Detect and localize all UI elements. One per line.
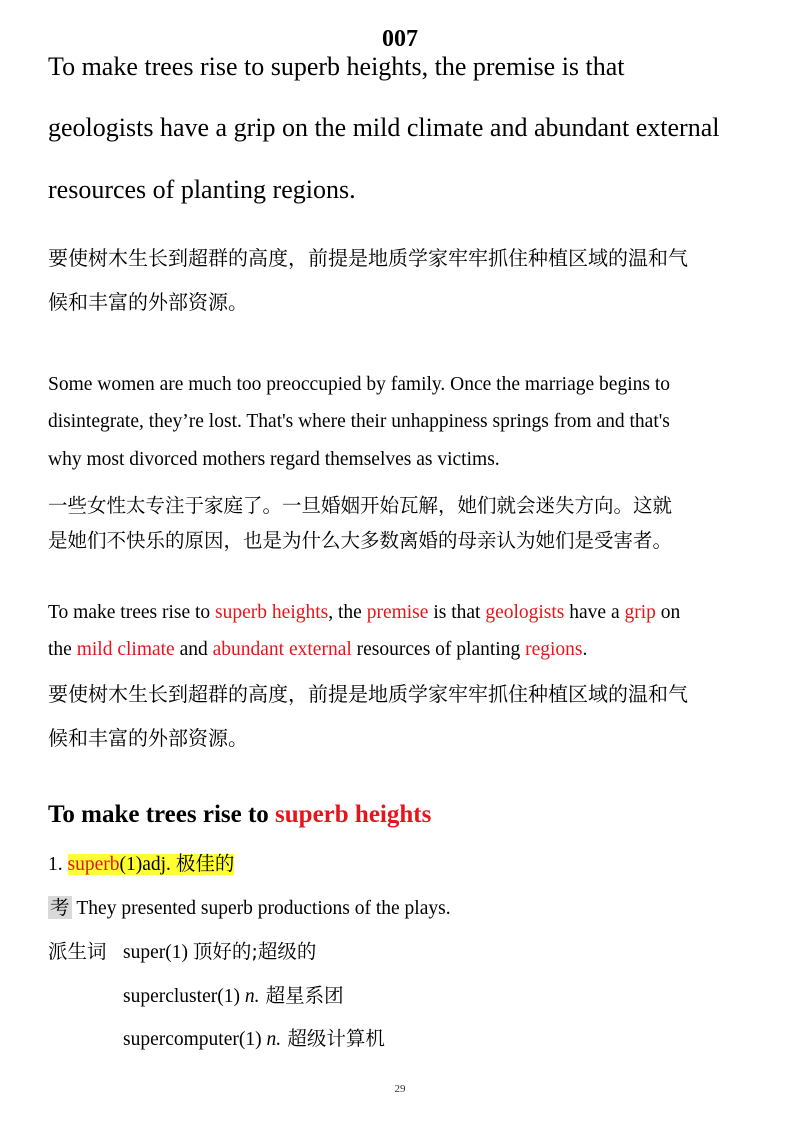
derivative-pos: n. xyxy=(266,1029,282,1050)
derivative-word: supercomputer(1) xyxy=(123,1029,267,1050)
plain-text: is that xyxy=(428,602,486,623)
keyword: grip xyxy=(624,602,656,623)
heading-plain: To make trees rise to xyxy=(48,801,276,828)
annotated-en-line-2 xyxy=(48,639,587,661)
entry-number: 1. xyxy=(48,854,68,875)
derivative-meaning: 超级计算机 xyxy=(281,1027,385,1050)
annotated-en-line-1 xyxy=(48,602,680,624)
plain-text: To make trees rise to xyxy=(48,602,216,623)
paragraph-en-line-1: Some women are much too preoccupied by family. Once the marriage begins to xyxy=(48,374,670,395)
entry-word: superb xyxy=(67,854,120,875)
derivative-item xyxy=(123,980,344,1008)
plain-text: . xyxy=(582,639,588,660)
heading-keyword: superb heights xyxy=(275,801,432,828)
derivatives-label: 派生词 xyxy=(48,940,107,963)
keyword: abundant external xyxy=(212,639,352,660)
keyword: superb heights xyxy=(215,602,329,623)
sentence-en-line-3: resources of planting regions. xyxy=(48,175,356,204)
derivative-word: supercluster(1) xyxy=(123,986,245,1007)
entry-highlight xyxy=(68,854,235,875)
keyword: premise xyxy=(366,602,429,623)
vocab-heading xyxy=(48,801,431,829)
derivative-item xyxy=(123,1023,385,1051)
section-number: 007 xyxy=(382,26,418,52)
keyword: geologists xyxy=(485,602,565,623)
entry-pos: (1)adj. xyxy=(119,854,176,875)
paragraph-cn-line-2: 是她们不快乐的原因，也是为什么大多数离婚的母亲认为她们是受害者。 xyxy=(48,529,673,552)
derivative-meaning: 顶好的;超级的 xyxy=(192,940,317,963)
plain-text: have a xyxy=(564,602,625,623)
sentence-en-line-1: To make trees rise to superb heights, the premise is that xyxy=(48,52,625,81)
paragraph-en-line-3: why most divorced mothers regard themselves as victims. xyxy=(48,449,500,470)
derivative-word: super(1) xyxy=(123,942,193,963)
paragraph-cn-line-1: 一些女性太专注于家庭了。一旦婚姻开始瓦解，她们就会迷失方向。这就 xyxy=(48,494,673,517)
plain-text: , the xyxy=(328,602,367,623)
keyword: mild climate xyxy=(76,639,175,660)
plain-text: resources of planting xyxy=(351,639,526,660)
plain-text: on xyxy=(655,602,681,623)
annotated-cn-line-1: 要使树木生长到超群的高度，前提是地质学家牢牢抓住种植区域的温和气 xyxy=(48,682,688,706)
paragraph-en-line-2: disintegrate, they’re lost. That's where their unhappiness springs from and that's xyxy=(48,411,670,432)
exam-sentence: They presented superb productions of the plays. xyxy=(71,898,451,919)
page-number: 29 xyxy=(394,1083,406,1095)
vocab-entry xyxy=(48,848,234,876)
entry-meaning: 极佳的 xyxy=(175,852,235,875)
keyword: regions xyxy=(525,639,583,660)
exam-sentence-row xyxy=(48,892,451,920)
sentence-cn-line-1: 要使树木生长到超群的高度，前提是地质学家牢牢抓住种植区域的温和气 xyxy=(48,246,688,270)
plain-text: the xyxy=(48,639,77,660)
derivative-meaning: 超星系团 xyxy=(259,984,344,1007)
sentence-cn-line-2: 候和丰富的外部资源。 xyxy=(48,290,248,314)
derivative-item xyxy=(123,936,316,964)
plain-text: and xyxy=(174,639,213,660)
sentence-en-line-2: geologists have a grip on the mild climate and abundant external xyxy=(48,113,720,142)
derivative-pos: n. xyxy=(244,986,260,1007)
exam-label: 考 xyxy=(50,896,70,919)
annotated-cn-line-2: 候和丰富的外部资源。 xyxy=(48,726,248,750)
